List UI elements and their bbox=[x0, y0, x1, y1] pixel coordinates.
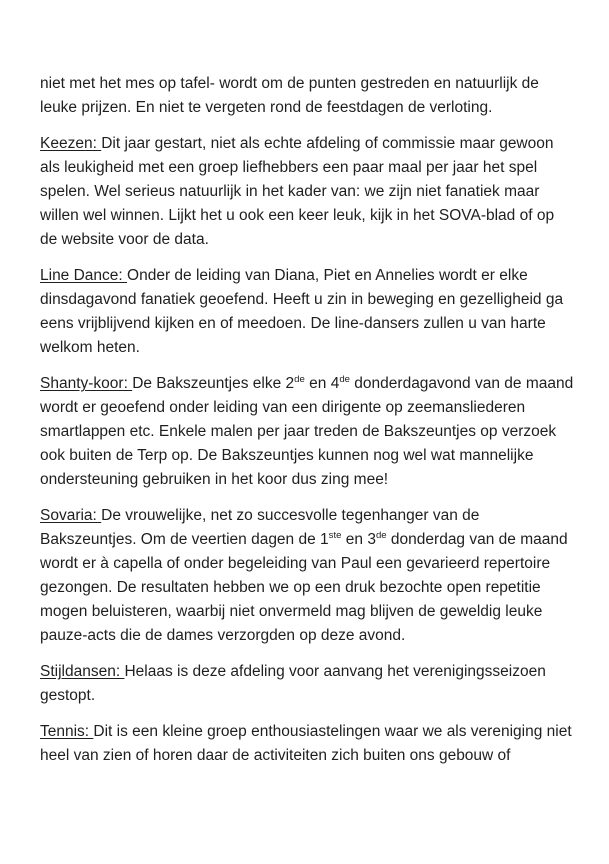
superscript-ordinal: de bbox=[294, 373, 305, 385]
text-segment: donderdag van de maand wordt er à capella of onder begeleiding van Paul een gevarieerd repertoire gezongen. De resultaten hebben we op een druk bezochte open repetitie mogen beluisteren, waarbij niet onvermeld mag blijven de geweldig leuke pauze-acts die de dames verzorgden op deze avond. bbox=[40, 531, 568, 644]
paragraph bbox=[40, 264, 574, 360]
text-segment: Onder de leiding van Diana, Piet en Annelies wordt er elke dinsdagavond fanatiek geoefend. Heeft u zin in beweging en gezelligheid ga eens vrijblijvend kijken en of meedoen. De line-dansers zullen u van harte welkom heten. bbox=[40, 267, 564, 356]
paragraph bbox=[40, 660, 574, 708]
paragraph bbox=[40, 132, 574, 252]
paragraph-text bbox=[40, 723, 572, 764]
paragraph-heading: Stijldansen: bbox=[40, 663, 125, 680]
paragraph bbox=[40, 372, 574, 492]
paragraph bbox=[40, 72, 574, 120]
superscript-ordinal: de bbox=[375, 529, 387, 541]
text-segment: donderdagavond van de maand wordt er geoefend onder leiding van een dirigente op zeemansliederen smartlappen etc. Enkele malen per jaar treden de Bakszeuntjes op verzoek ook buiten de Terp op. De Bakszeuntjes kunnen nog wel wat mannelijke ondersteuning gebruiken in het koor dus zing mee! bbox=[40, 375, 574, 488]
text-segment: Dit is een kleine groep enthousiastelingen waar we als vereniging niet heel van zien of horen daar de activiteiten zich buiten ons gebouw of bbox=[40, 723, 572, 764]
text-segment: niet met het mes op tafel- wordt om de punten gestreden en natuurlijk de leuke prijzen. En niet te vergeten rond de feestdagen de verloting. bbox=[40, 75, 539, 116]
superscript-ordinal: de bbox=[339, 373, 350, 385]
paragraph-text bbox=[40, 135, 554, 248]
paragraph-heading: Line Dance: bbox=[40, 267, 128, 284]
paragraph-heading: Shanty-koor: bbox=[40, 375, 133, 392]
paragraph-heading: Sovaria: bbox=[40, 507, 102, 524]
document-body bbox=[40, 72, 574, 768]
paragraph-heading: Tennis: bbox=[40, 723, 94, 740]
paragraph bbox=[40, 720, 574, 768]
text-segment: en 3 bbox=[341, 531, 376, 548]
text-segment: Helaas is deze afdeling voor aanvang het verenigingsseizoen gestopt. bbox=[40, 663, 546, 704]
text-segment: Dit jaar gestart, niet als echte afdeling of commissie maar gewoon als leukigheid met een groep liefhebbers een paar maal per jaar het spel spelen. Wel serieus natuurlijk in het kader van: we zijn niet fanatiek maar willen wel winnen. Lijkt het u ook een keer leuk, kijk in het SOVA-blad of op de website voor de data. bbox=[40, 135, 555, 248]
paragraph-text bbox=[40, 75, 539, 116]
superscript-ordinal: ste bbox=[328, 529, 342, 541]
paragraph-text bbox=[40, 507, 568, 644]
text-segment: en 4 bbox=[304, 375, 340, 392]
paragraph-heading: Keezen: bbox=[40, 135, 102, 152]
text-segment: De Bakszeuntjes elke 2 bbox=[132, 375, 295, 392]
text-segment: De vrouwelijke, net zo succesvolle tegenhanger van de Bakszeuntjes. Om de veertien dagen de 1 bbox=[40, 507, 480, 548]
paragraph bbox=[40, 504, 574, 648]
